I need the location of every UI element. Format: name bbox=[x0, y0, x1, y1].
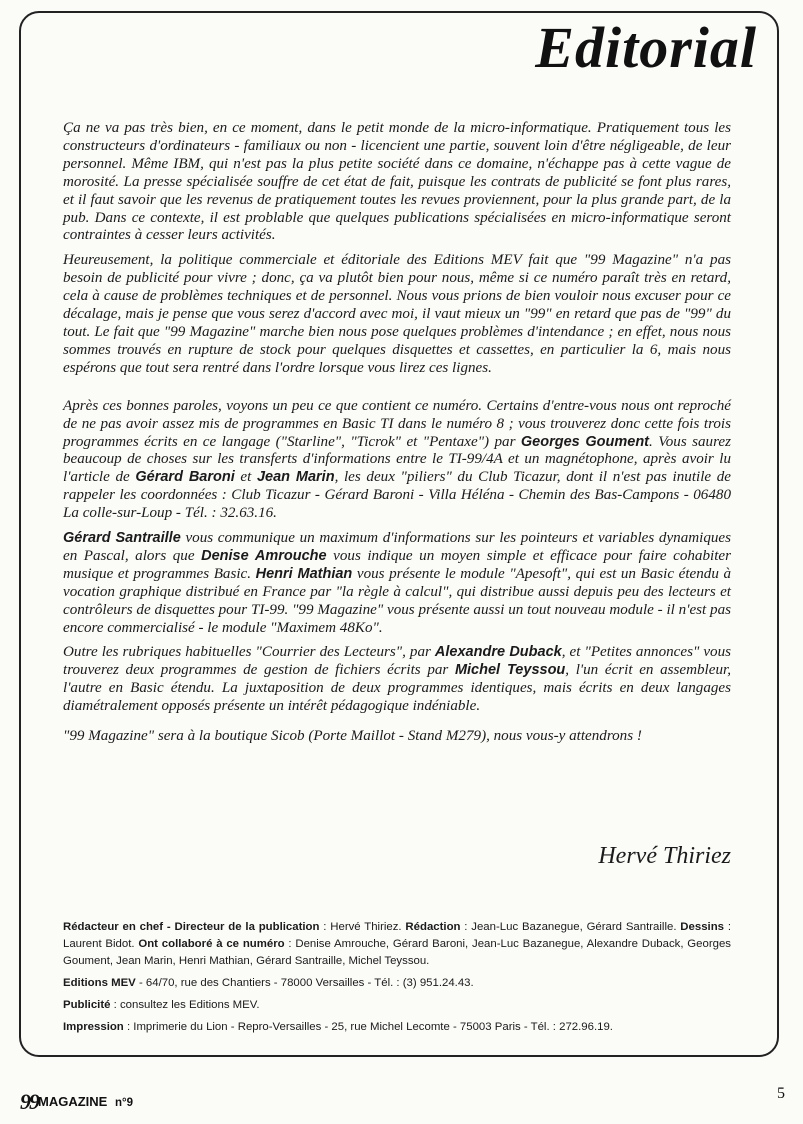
text-run: et bbox=[234, 469, 257, 486]
text-run: : Jean-Luc Bazanegue, Gérard Santraille. bbox=[460, 921, 681, 933]
person-name: Gérard Baroni bbox=[135, 469, 235, 486]
person-name: Impression bbox=[63, 1021, 124, 1033]
text-run: : Imprimerie du Lion - Repro-Versailles - 25, rue Michel Lecomte - 75003 Paris - Tél. : 272.96.19. bbox=[123, 1021, 613, 1033]
credits-publisher bbox=[63, 975, 731, 992]
credits-advertising bbox=[63, 997, 731, 1014]
person-name: Publicité bbox=[63, 999, 111, 1011]
person-name: Denise Amrouche bbox=[201, 547, 327, 564]
person-name: Dessins bbox=[680, 921, 724, 933]
text-run: Ça ne va pas très bien, en ce moment, dans le petit monde de la micro-informatique. Pratiquement tous les constructeurs d'ordinateurs - familiaux ou non - licencient une partie, souvent loin d'être négligeable, de leur personnel. Même IBM, qui n'est pas la plus petite société dans ce domaine, n'échappe pas à cette vague de morosité. La presse spécialisée souffre de cet état de fait, puisque les contrats de publicité se font plus rares, et il faut savoir que les revenus de pratiquement toutes les revues proviennent, pour la plus grande part, de la pub. Dans ce contexte, il est problable que quelques publications spécialisées en micro-informatique seront contraintes à cesser leurs activités. bbox=[63, 120, 731, 244]
credits-block bbox=[63, 919, 731, 1041]
person-name: Jean Marin bbox=[256, 469, 335, 486]
paragraph-2 bbox=[63, 252, 731, 377]
text-run: , et "Petites annonces" vous trouverez deux programmes de gestion de fichiers écrits par bbox=[63, 644, 731, 679]
issue-number: n°9 bbox=[114, 1097, 133, 1109]
text-run: , l'un écrit en assembleur, l'autre en Basic étendu. La juxtaposition de deux programmes identiques, mais écrits en deux langages diamétralement opposés présente un intérêt pédagogique indéniable. bbox=[63, 662, 731, 715]
text-run: Après ces bonnes paroles, voyons un peu ce que contient ce numéro. Certains d'entre-vous nous ont reproché de ne pas avoir assez mis de programmes en Basic TI dans le numéro 8 ; vous trouverez donc cette fois trois programmes écrits en ce langage ("Starline", "Ticrok" et "Pentaxe") par bbox=[63, 397, 731, 450]
paragraph-1 bbox=[63, 120, 731, 245]
signature: Hervé Thiriez bbox=[598, 843, 731, 869]
text-run: : Denise Amrouche, Gérard Baroni, Jean-Luc Bazanegue, Alexandre Duback, Georges Goument, Jean Marin, Henri Mathian, Gérard Santraille, Michel Teyssou. bbox=[63, 938, 731, 967]
text-run: vous indique un moyen simple et efficace pour faire cohabiter musique et programmes Basic. bbox=[63, 547, 731, 582]
person-name: Henri Mathian bbox=[255, 565, 353, 582]
closing-line bbox=[63, 728, 731, 746]
magazine-logo bbox=[20, 1086, 133, 1112]
credits-staff bbox=[63, 919, 731, 970]
page-title: Editorial bbox=[535, 15, 757, 80]
editorial-body bbox=[63, 120, 731, 753]
text-run: - 64/70, rue des Chantiers - 78000 Versailles - Tél. : (3) 951.24.43. bbox=[135, 977, 474, 989]
person-name: Gérard Santraille bbox=[63, 530, 181, 547]
text-run: Outre les rubriques habituelles "Courrier des Lecteurs", par bbox=[63, 644, 435, 661]
text-run: : Laurent Bidot. bbox=[63, 921, 731, 950]
text-run: : consultez les Editions MEV. bbox=[110, 999, 260, 1011]
text-run: Heureusement, la politique commerciale et éditoriale des Editions MEV fait que "99 Magazine" n'a pas besoin de publicité pour vivre ; donc, ça va plutôt bien pour nous, même si ce numéro paraît très en retard, cela à cause de problèmes techniques et de personnel. Nous vous prions de bien vouloir nous excuser pour ce décalage, mais je pense que vous serez d'accord avec moi, il vaut mieux un "99" en retard que pas de "99" du tout. Le fait que "99 Magazine" marche bien nous pose quelques problèmes d'intendance ; en effet, nous nous sommes trouvés en rupture de stock pour quelques disquettes et cassettes, en particulier la 6, mais nous espérons que tout sera rentré dans l'ordre lorsque vous lirez ces lignes. bbox=[63, 252, 731, 376]
person-name: Alexandre Duback bbox=[434, 644, 562, 661]
text-run: . Vous saurez beaucoup de choses sur les transferts d'informations entre le TI-99/4A et un magnétophone, après avoir lu l'article de bbox=[63, 433, 731, 486]
person-name: Georges Goument bbox=[520, 433, 650, 450]
text-run: vous présente le module "Apesoft", qui est un Basic étendu à vocation graphique distribué en France par "la règle à calcul", qui distribue aussi depuis peu des lecteurs et contrôleurs de disquettes pour TI-99. "99 Magazine" vous présente aussi un tout nouveau module - il n'est pas encore commercialisé - le module "Maximem 48Ko". bbox=[63, 565, 731, 636]
paragraph-5 bbox=[63, 644, 731, 716]
text-run: "99 Magazine" sera à la boutique Sicob (Porte Maillot - Stand M279), nous vous-y attendrons ! bbox=[63, 728, 642, 745]
person-name: Ont collaboré à ce numéro bbox=[138, 938, 285, 950]
text-run: , les deux "piliers" du Club Ticazur, dont il n'est pas inutile de rappeler les coordonnées : Club Ticazur - Gérard Baroni - Villa Héléna - Chemin des Bas-Campons - 06480 La colle-sur-Loup - Tél. : 32.63.16. bbox=[63, 469, 731, 522]
person-name: Rédaction bbox=[405, 921, 461, 933]
person-name: Editions MEV bbox=[63, 977, 136, 989]
logo-magazine-text: MAGAZINE bbox=[38, 1094, 108, 1109]
paragraph-3 bbox=[63, 398, 731, 523]
text-run: vous communique un maximum d'informations sur les pointeurs et variables dynamiques en Pascal, alors que bbox=[63, 530, 731, 564]
paragraph-4 bbox=[63, 530, 731, 637]
page-number: 5 bbox=[777, 1085, 785, 1102]
person-name: Michel Teyssou bbox=[454, 662, 566, 679]
text-run: : Hervé Thiriez. bbox=[319, 921, 406, 933]
credits-printing bbox=[63, 1019, 731, 1036]
person-name: Rédacteur en chef - Directeur de la publication bbox=[63, 921, 320, 933]
logo-99-mark: 99 bbox=[20, 1089, 38, 1114]
